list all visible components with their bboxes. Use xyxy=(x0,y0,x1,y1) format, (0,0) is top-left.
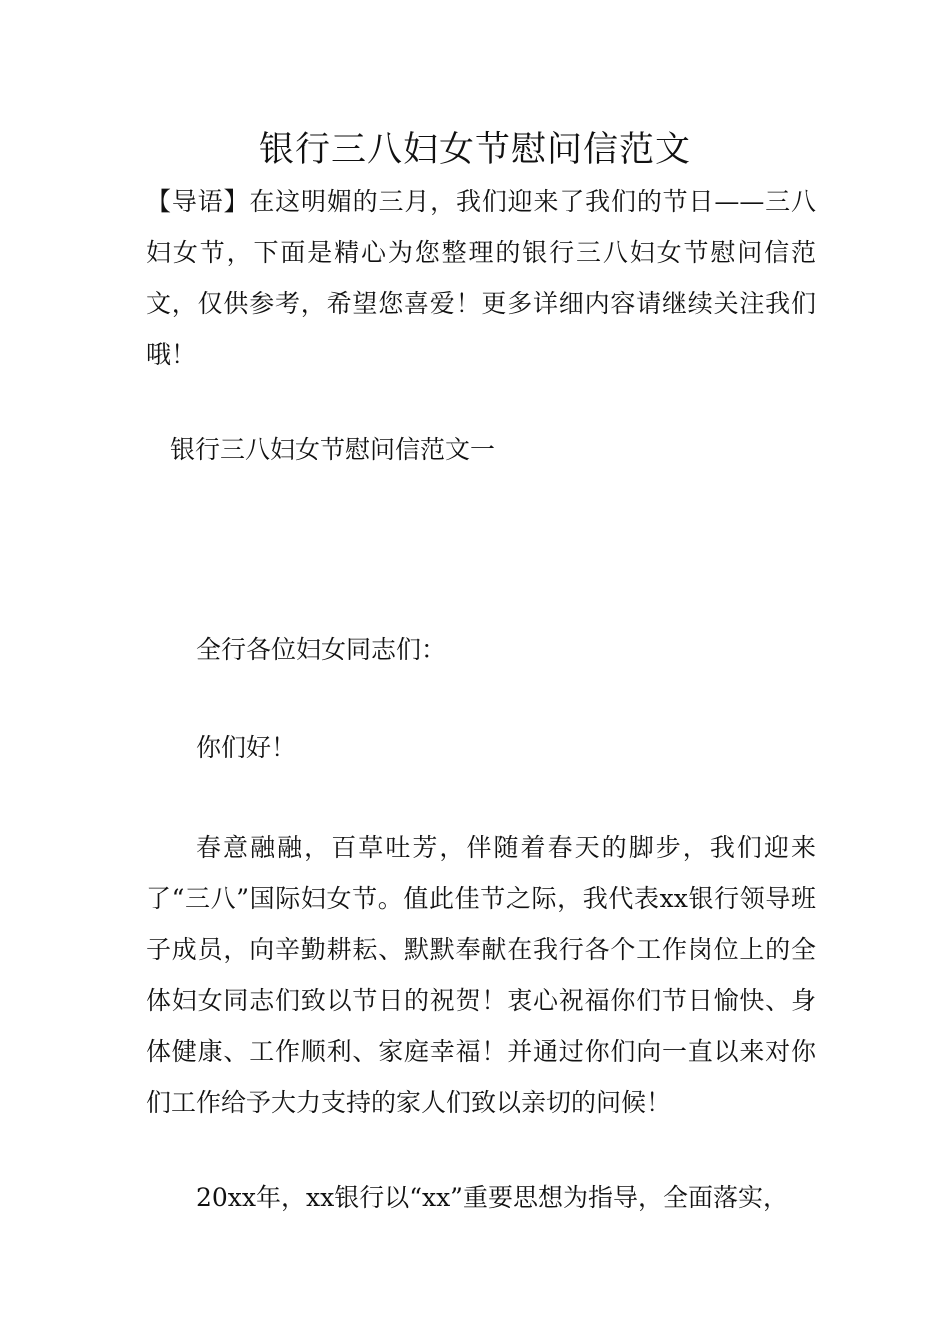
body-paragraph-2: 20xx年，xx银行以“xx”重要思想为指导，全面落实， xyxy=(196,1183,788,1212)
body-paragraph-1: 春意融融，百草吐芳，伴随着春天的脚步，我们迎来了“三八”国际妇女节。值此佳节之际，我代表xx银行领导班子成员，向辛勤耕耘、默默奉献在我行各个工作岗位上的全体妇女同志们致以节日的祝贺！衷心祝福你们节日愉快、身体健康、工作顺利、家庭幸福！并通过你们向一直以来对你们工作给予大力支持的家人们致以亲切的问候！ xyxy=(146,833,816,1117)
section-heading: 银行三八妇女节慰问信范文一 xyxy=(170,435,496,464)
document-title: 银行三八妇女节慰问信范文 xyxy=(258,130,691,170)
letter-greeting: 你们好！ xyxy=(196,733,297,762)
intro-paragraph: 【导语】在这明媚的三月，我们迎来了我们的节日——三八妇女节，下面是精心为您整理的银行三八妇女节慰问信范文，仅供参考，希望您喜爱！更多详细内容请继续关注我们哦！ xyxy=(146,187,816,369)
letter-salutation: 全行各位妇女同志们： xyxy=(196,635,447,664)
